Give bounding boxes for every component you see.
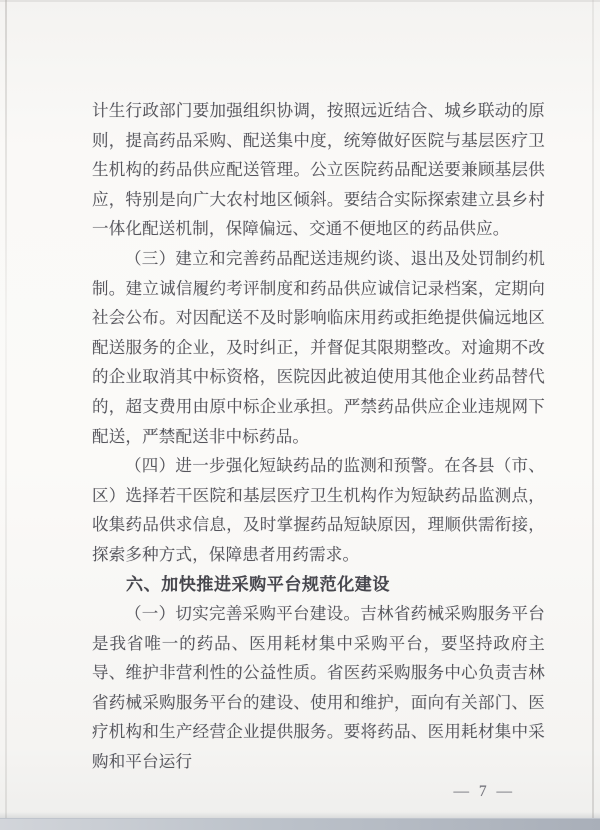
paragraph-text: 建立诚信履约考评制度和药品供应诚信记录档案，定期向社会公布。对因配送不及时影响临床用药或拒绝提供偏远地区配送服务的企业，及时纠正，并督促其限期整改。对逾期不改的企业取消其中标资格，医院因此被迫使用其他企业药品替代的，超支费用由原中标企业承担。严禁药品供应企业违规网下配送，严禁配送非中标药品。 [92,278,545,446]
paragraph-text: 计生行政部门要加强组织协调，按照远近结合、城乡联动的原则，提高药品采购、配送集中度，统筹做好医院与基层医疗卫生机构的药品供应配送管理。公立医院药品配送要兼顾基层供应，特别是向广大农村地区倾斜。要结合实际探索建立县乡村一体化配送机制，保障偏远、交通不便地区的药品供应。 [92,101,545,239]
page-number: — 7 — [453,782,515,800]
document-body [92,96,545,806]
paragraph-clause-1 [92,599,545,777]
paragraph-continuation [92,96,545,244]
paragraph-text: 在各县（市、区）选择若干医院和基层医疗卫生机构作为短缺药品监测点，收集药品供求信息，及时掌握药品短缺原因，理顺供需衔接，探索多种方式，保障患者用药需求。 [92,456,545,564]
paragraph-clause-4 [92,451,545,569]
section-heading-6: 六、加快推进采购平台规范化建设 [126,574,390,594]
clause-1-lead: （一）切实完善采购平台建设。 [125,604,361,624]
scan-edge-right [592,0,594,818]
paragraph-clause-3 [92,244,545,451]
scan-edge-left [5,0,7,818]
clause-4-lead: （四）进一步强化短缺药品的监测和预警。 [125,456,445,476]
clause-3-lead: （三）建立和完善药品配送违规约谈、退出及处罚制约机制。 [92,248,545,298]
scan-edge-top [0,0,600,2]
page-bottom-edge [0,818,600,830]
paragraph-text: 吉林省药械采购服务平台是我省唯一的药品、医用耗材集中采购平台，要坚持政府主导、维护非营利性的公益性质。省医药采购服务中心负责吉林省药械采购服务平台的建设、使用和维护，面向有关部门、医疗机构和生产经营企业提供服务。要将药品、医用耗材集中采购和平台运行 [92,604,545,772]
